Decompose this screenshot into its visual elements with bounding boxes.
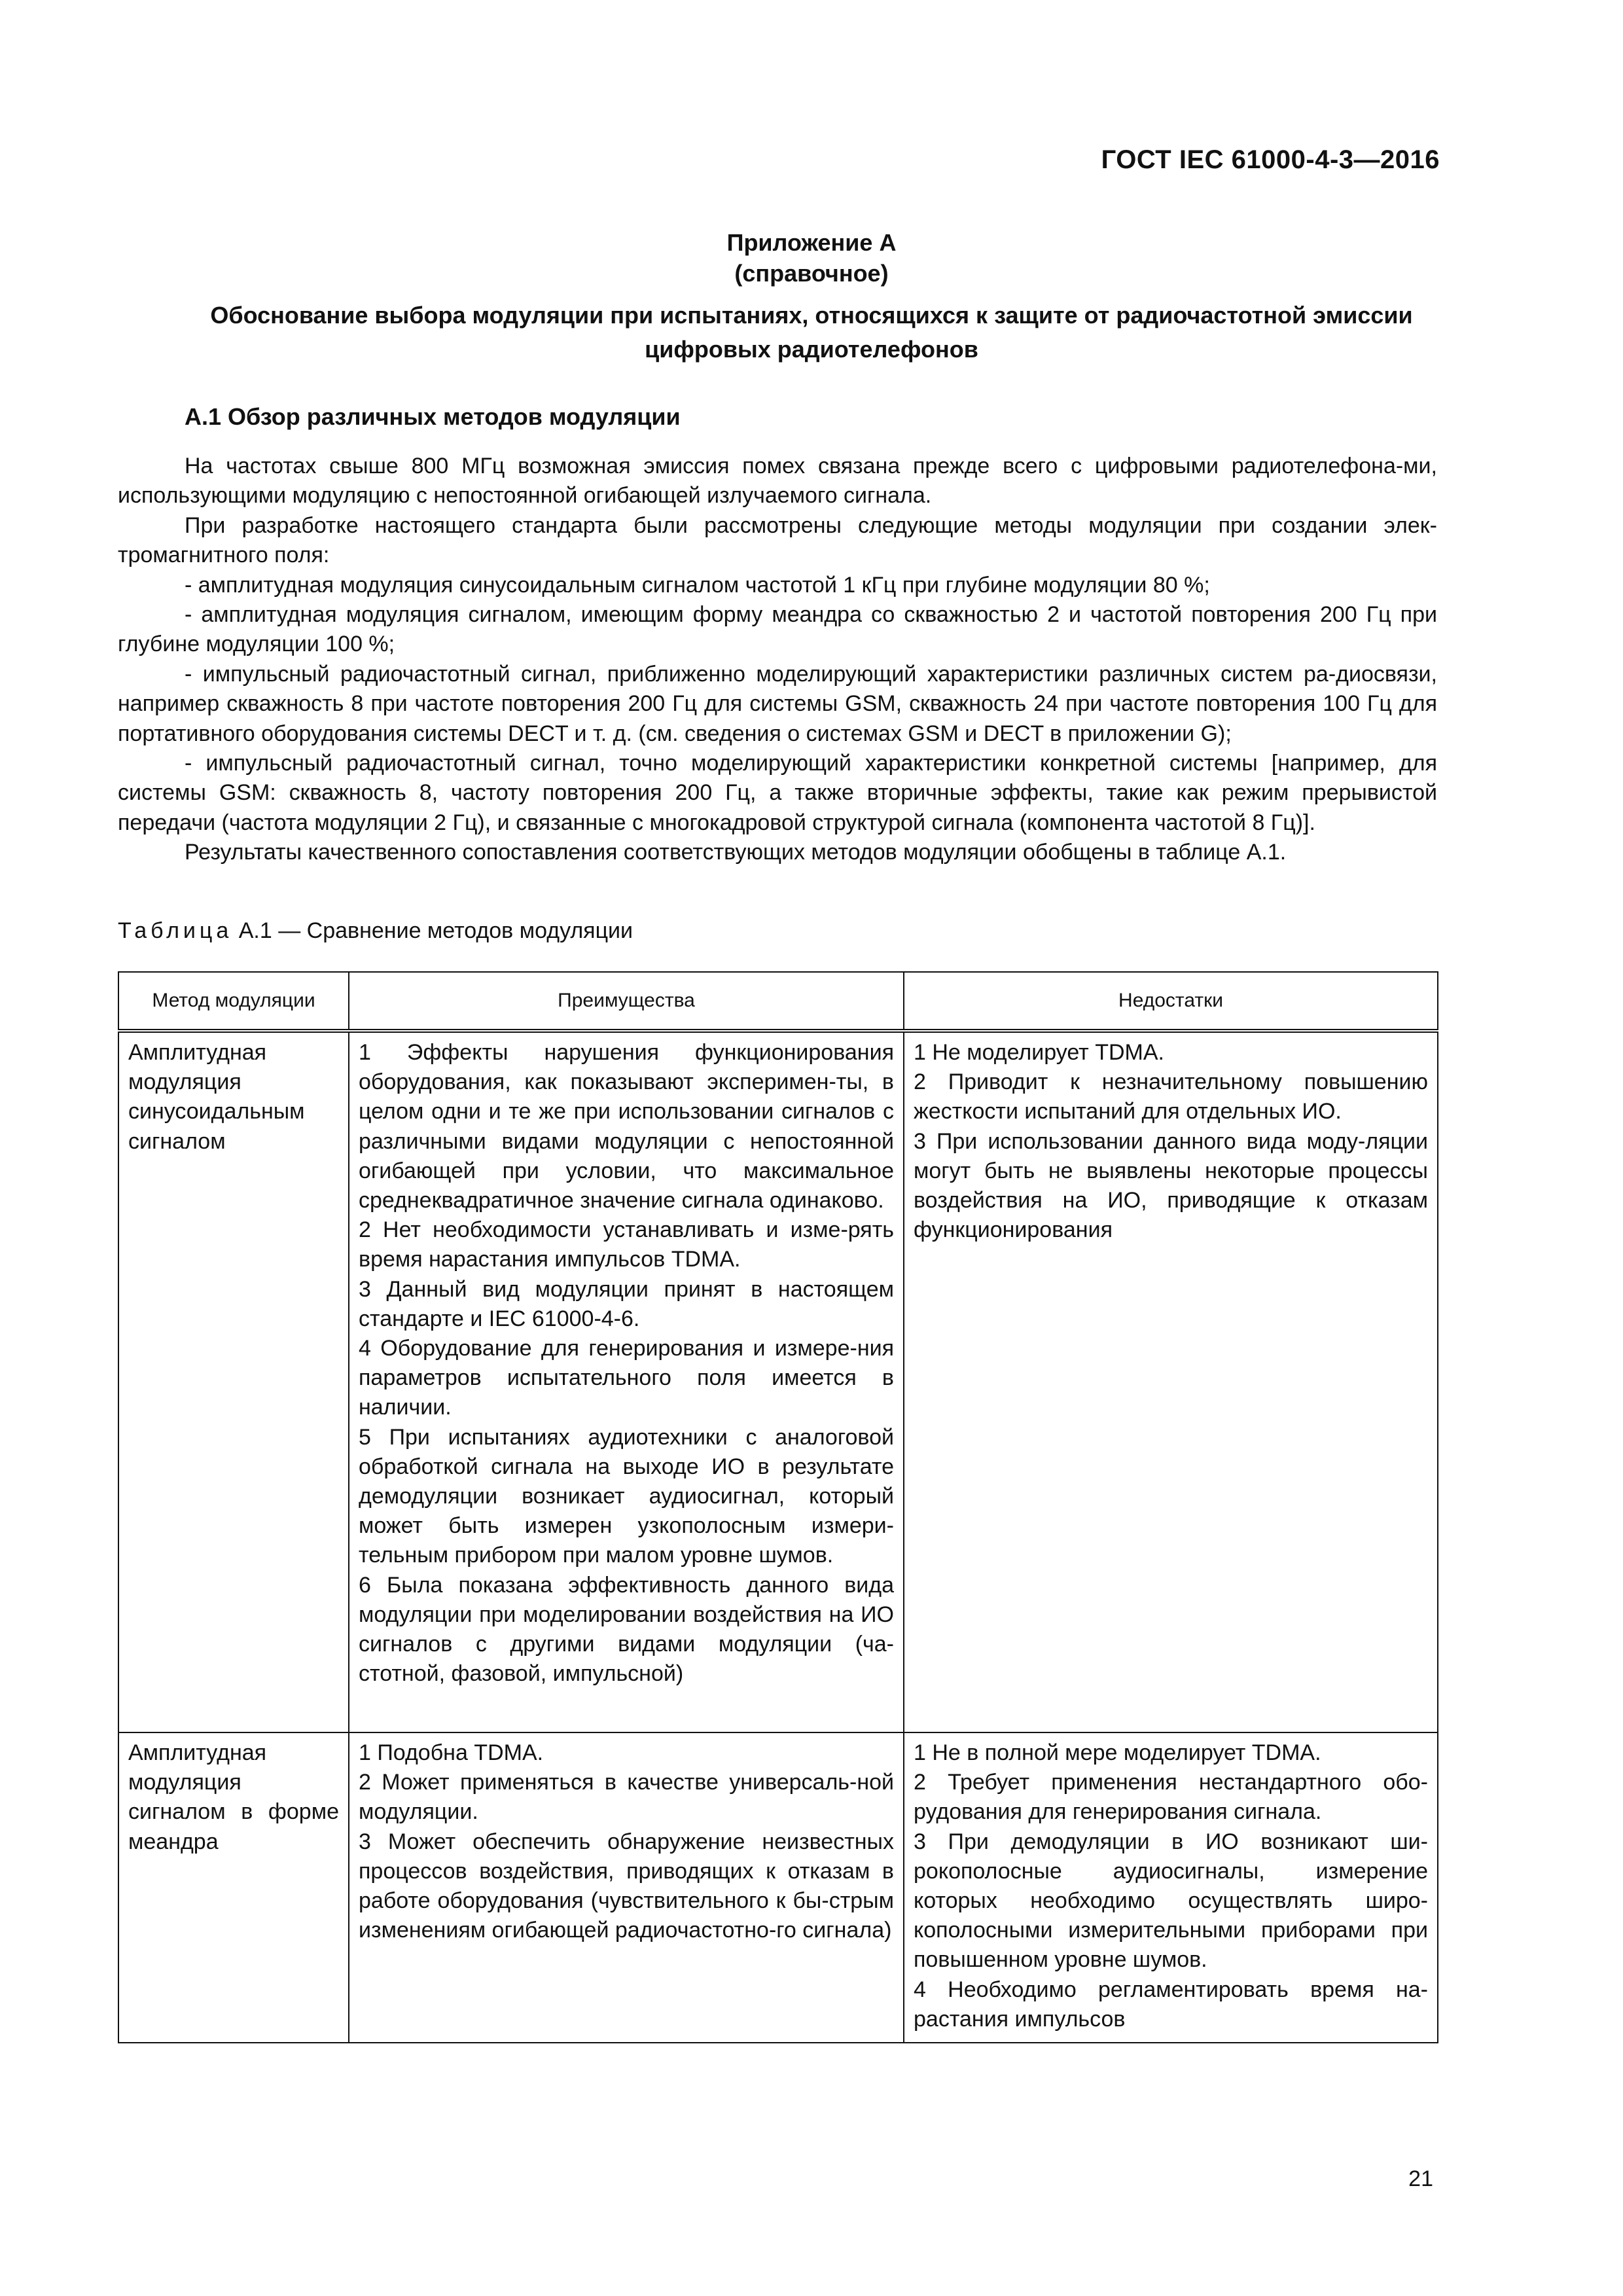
table-row (118, 1732, 1438, 2043)
advantage-item: 1 Подобна TDMA. (359, 1740, 544, 1765)
disadvantage-item: 1 Не моделирует TDMA. (914, 1040, 1164, 1065)
disadvantages-cell (904, 1732, 1438, 2043)
list-item: - импульсный радиочастотный сигнал, приближенно моделирующий характеристики различных систем ра-диосвязи, например скважность 8 при частоте повторения 200 Гц для системы GSM, скважность 24 при частоте повторения 100 Гц для портативного оборудования системы DECT и т. д. (см. сведения о системах GSM и DECT в приложении G); (118, 661, 1437, 746)
disadvantage-item: 4 Необходимо регламентировать время на-растания импульсов (914, 1977, 1428, 2032)
page-number: 21 (1408, 2166, 1433, 2191)
advantage-item: 4 Оборудование для генерирования и измере-ния параметров испытательного поля имеется в наличии. (359, 1336, 894, 1420)
comparison-table (118, 971, 1438, 2043)
document-title (131, 298, 1492, 367)
table-row (118, 1031, 1438, 1732)
list-item: - импульсный радиочастотный сигнал, точно моделирующий характеристики конкретной системы [например, для системы GSM: скважность 8, частоту повторения 200 Гц, а также вторичные эффекты, такие как режим прерывистой передачи (частота модуляции 2 Гц), и связанные с многокадровой структурой сигнала (компонента частотой 8 Гц)]. (118, 751, 1437, 835)
advantage-item: 2 Нет необходимости устанавливать и изме-рять время нарастания импульсов TDMA. (359, 1217, 894, 1272)
body-text (118, 452, 1437, 868)
disadvantages-cell (904, 1031, 1438, 1732)
column-header: Недостатки (904, 972, 1438, 1031)
paragraph: При разработке настоящего стандарта были рассмотрены следующие методы модуляции при создании элек-тромагнитного поля: (118, 512, 1437, 568)
document-title-line: Обоснование выбора модуляции при испытаниях, относящихся к защите от радиочастотной эмиссии (210, 302, 1413, 329)
advantage-item: 6 Была показана эффективность данного вида модуляции при моделировании воздействия на ИО сигналов с другими видами модуляции (ча-стотной, фазовой, импульсной) (359, 1572, 894, 1687)
standard-designation: ГОСТ IEC 61000-4-3—2016 (1101, 145, 1440, 174)
advantage-item: 1 Эффекты нарушения функционирования оборудования, как показывают эксперимен-ты, в целом одни и те же при использовании сигналов с различными видами модуляции с непостоянной огибающей при условии, что максимальное среднеквадратичное значение сигнала одинаково. (359, 1040, 894, 1213)
table-caption-text: А.1 — Сравнение методов модуляции (232, 918, 633, 943)
column-header: Метод модуляции (118, 972, 349, 1031)
advantage-item: 3 Данный вид модуляции принят в настоящем стандарте и IEC 61000-4-6. (359, 1276, 894, 1331)
disadvantage-item: 1 Не в полной мере моделирует TDMA. (914, 1740, 1321, 1765)
disadvantage-item: 2 Требует применения нестандартного обо-рудования для генерирования сигнала. (914, 1770, 1428, 1825)
table-caption (118, 918, 633, 944)
list-item: - амплитудная модуляция сигналом, имеющим форму меандра со скважностью 2 и частотой повторения 200 Гц при глубине модуляции 100 %; (118, 602, 1437, 657)
method-cell: Амплитудная модуляция сигналом в форме меандра (118, 1732, 349, 2043)
paragraph: Результаты качественного сопоставления соответствующих методов модуляции обобщены в таблице А.1. (185, 840, 1287, 865)
appendix-title: Приложение А (726, 229, 897, 256)
table-caption-prefix: Таблица (118, 918, 233, 943)
appendix-kind: (справочное) (734, 260, 889, 287)
disadvantage-item: 3 При демодуляции в ИО возникают ши-рокополосные аудиосигналы, измерение которых необходимо осуществлять широ-кополосными измерительными приборами при повышенном уровне шумов. (914, 1829, 1428, 1973)
table-header-row (118, 972, 1438, 1031)
advantage-item: 3 Может обеспечить обнаружение неизвестных процессов воздействия, приводящих к отказам в работе оборудования (чувствительного к бы-стрым изменениям огибающей радиочастотно-го сигнала) (359, 1829, 894, 1943)
paragraph: На частотах свыше 800 МГц возможная эмиссия помех связана прежде всего с цифровыми радиотелефона-ми, использующими модуляцию с непостоянной огибающей излучаемого сигнала. (118, 454, 1437, 509)
disadvantage-item: 2 Приводит к незначительному повышению жесткости испытаний для отдельных ИО. (914, 1069, 1428, 1124)
method-cell: Амплитудная модуляция синусоидальным сигналом (118, 1031, 349, 1732)
column-header: Преимущества (349, 972, 904, 1031)
document-title-line: цифровых радиотелефонов (645, 336, 978, 363)
advantages-cell (349, 1031, 904, 1732)
section-heading: А.1 Обзор различных методов модуляции (185, 403, 681, 430)
disadvantage-item: 3 При использовании данного вида моду-ляции могут быть не выявлены некоторые процессы воздействия на ИО, приводящие к отказам функционирования (914, 1128, 1428, 1243)
list-item: - амплитудная модуляция синусоидальным сигналом частотой 1 кГц при глубине модуляции 80 %; (185, 572, 1210, 598)
advantage-item: 5 При испытаниях аудиотехники с аналоговой обработкой сигнала на выходе ИО в результате демодуляции возникает аудиосигнал, который может быть измерен узкополосным измери-тельным прибором при малом уровне шумов. (359, 1424, 894, 1568)
advantages-cell (349, 1732, 904, 2043)
advantage-item: 2 Может применяться в качестве универсаль-ной модуляции. (359, 1770, 894, 1825)
